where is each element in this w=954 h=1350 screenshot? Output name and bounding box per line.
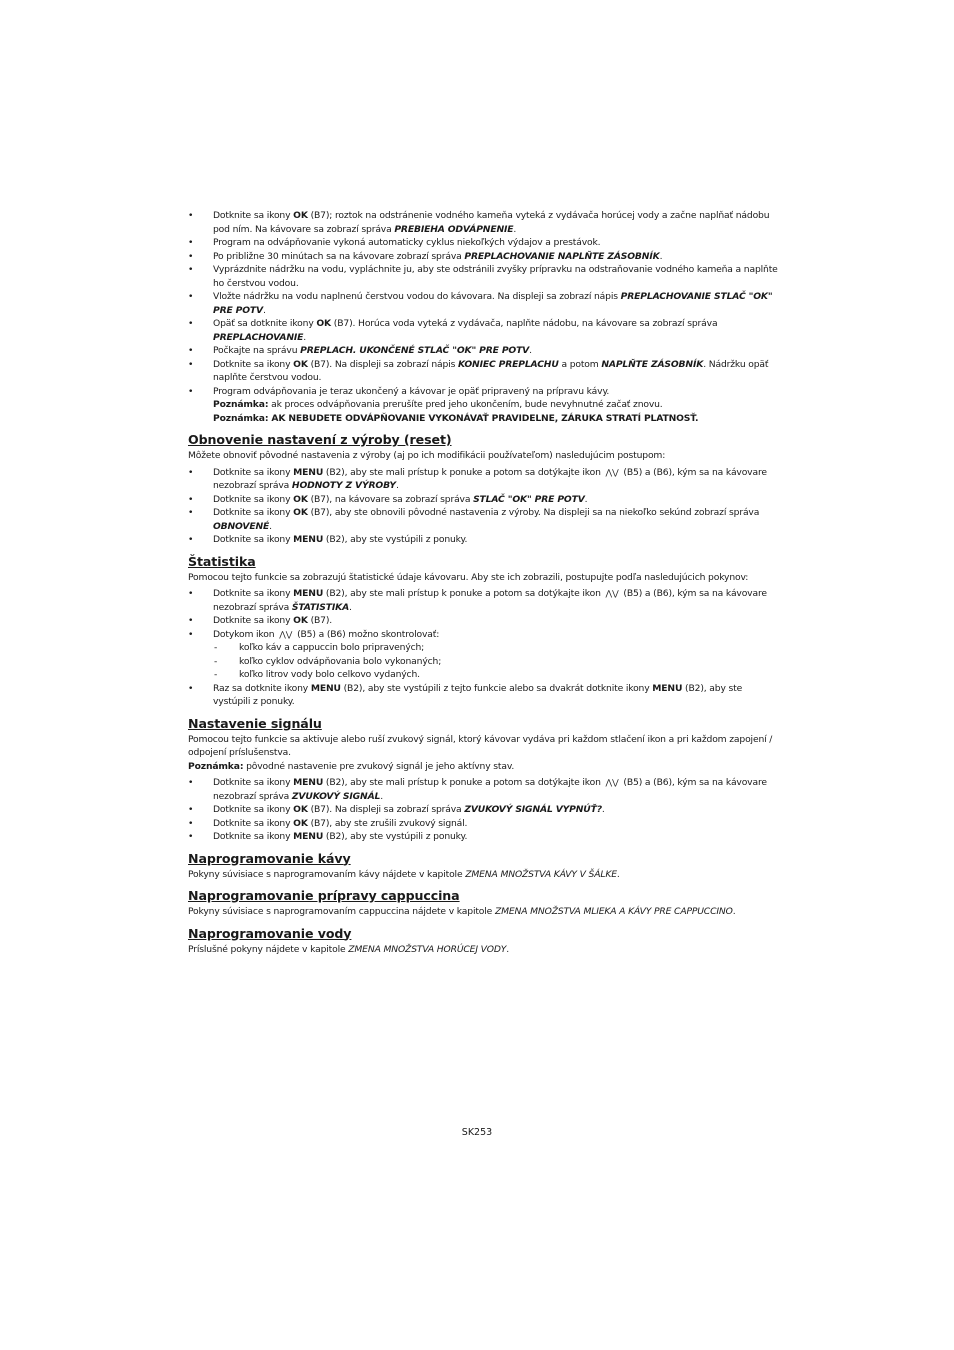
section-text: Príslušné pokyny nájdete v kapitole ZMENA MNOŽSTVA HORÚCEJ VODY. [188, 943, 510, 955]
note: Poznámka: ak proces odvápňovania prerušíte pred jeho ukončením, bude nevyhnutné začať znovu. [213, 399, 663, 410]
section-text: Pokyny súvisiace s naprogramovaním cappuccina nájdete v kapitole ZMENA MNOŽSTVA MLIEKA A KÁVY PRE CAPPUCCINO. [188, 906, 736, 917]
list-item: • Dotknite sa ikony MENU (B2), aby ste mali prístup k ponuke a potom sa dotýkajte ikon ⋀⋁ (B5) a (B6), kým sa na kávovare nezobrazí správa ZVUKOVÝ SIGNÁL. [188, 776, 782, 803]
section-text: Pokyny súvisiace s naprogramovaním kávy nájdete v kapitole ZMENA MNOŽSTVA KÁVY V ŠÁLKE. [188, 868, 620, 880]
section-title-coffee: Naprogramovanie kávy [188, 850, 351, 866]
section-title-water: Naprogramovanie vody [188, 925, 352, 941]
list-item: • Dotknite sa ikony MENU (B2), aby ste vystúpili z ponuky. [188, 533, 782, 547]
up-down-arrows-icon: ⋀⋁ [605, 467, 619, 477]
warning-note: Poznámka: AK NEBUDETE ODVÁPŇOVANIE VYKONÁVAŤ PRAVIDELNE, ZÁRUKA STRATÍ PLATNOSŤ. [213, 412, 699, 424]
section-title-stats: Štatistika [188, 553, 256, 569]
up-down-arrows-icon: ⋀⋁ [279, 629, 293, 639]
list-item: • Vložte nádržku na vodu naplnenú čerstvou vodou do kávovara. Na displeji sa zobrazí nápis PREPLACHOVANIE STLAČ "OK" PRE POTV. [188, 290, 782, 317]
list-item: • Dotknite sa ikony OK (B7). [188, 614, 782, 628]
section-intro: Pomocou tejto funkcie sa aktivuje alebo ruší zvukový signál, ktorý kávovar vydáva pri každom stlačení ikon a pri každom zapojení / odpojení príslušenstva. [188, 733, 773, 758]
list-item: • Vyprázdnite nádržku na vodu, vypláchnite ju, aby ste odstránili zvyšky prípravku na odstraňovanie vodného kameňa a naplňte ho čerstvou vodou. [188, 263, 782, 290]
list-item: • Dotknite sa ikony OK (B7), na kávovare sa zobrazí správa STLAČ "OK" PRE POTV. [188, 493, 782, 507]
up-down-arrows-icon: ⋀⋁ [605, 589, 619, 598]
note: Poznámka: pôvodné nastavenie pre zvukový signál je jeho aktívny stav. [188, 760, 515, 772]
list-item: • Dotknite sa ikony OK (B7), aby ste obnovili pôvodné nastavenia z výroby. Na displeji sa na niekoľko sekúnd zobrazí správa OBNOVENÉ. [188, 506, 782, 533]
list-item: • Dotknite sa ikony OK (B7). Na displeji sa zobrazí správa ZVUKOVÝ SIGNÁL VYPNÚŤ?. [188, 803, 782, 817]
list-item: • Opäť sa dotknite ikony OK (B7). Horúca voda vyteká z vydávača, naplňte nádobu, na kávovare sa zobrazí správa PREPLACHOVANIE. [188, 317, 782, 344]
sub-list-item: - koľko káv a cappuccin bolo pripravených; [188, 641, 782, 655]
list-item: • Dotknite sa ikony OK (B7), aby ste zrušili zvukový signál. [188, 817, 782, 831]
sub-list-item: - koľko cyklov odvápňovania bolo vykonaných; [188, 655, 782, 669]
list-item: • Dotknite sa ikony OK (B7); roztok na odstránenie vodného kameňa vyteká z vydávača horúcej vody a začne naplňať nádobu pod ním. Na kávovare sa zobrazí správa PREBIEHA ODVÁPNENIE. [188, 209, 782, 236]
list-item: • Program odvápňovania je teraz ukončený a kávovar je opäť pripravený na prípravu kávy. [188, 385, 782, 399]
list-item: • Dotknite sa ikony MENU (B2), aby ste mali prístup k ponuke a potom sa dotýkajte ikon ⋀⋁ (B5) a (B6), kým sa na kávovare nezobrazí správa ŠTATISTIKA. [188, 587, 782, 614]
list-item: • Program na odvápňovanie vykoná automaticky cyklus niekoľkých výdajov a prestávok. [188, 236, 782, 250]
manual-page [188, 209, 782, 956]
list-item: • Počkajte na správu PREPLACH. UKONČENÉ STLAČ "OK" PRE POTV. [188, 344, 782, 358]
section-title-reset: Obnovenie nastavení z výroby (reset) [188, 432, 452, 447]
list-item: • Dotknite sa ikony MENU (B2), aby ste mali prístup k ponuke a potom sa dotýkajte ikon ⋀⋁ (B5) a (B6), kým sa na kávovare nezobrazí správa HODNOTY Z VÝROBY. [188, 466, 782, 493]
list-item: • Po približne 30 minútach sa na kávovare zobrazí správa PREPLACHOVANIE NAPLŇTE ZÁSOBNÍK. [188, 250, 782, 264]
section-title-cappuccino: Naprogramovanie prípravy cappuccina [188, 888, 460, 903]
list-item: • Dotknite sa ikony MENU (B2), aby ste vystúpili z ponuky. [188, 830, 782, 844]
section-intro: Môžete obnoviť pôvodné nastavenia z výroby (aj po ich modifikácii používateľom) nasledujúcim postupom: [188, 450, 666, 461]
list-item: • Raz sa dotknite ikony MENU (B2), aby ste vystúpili z tejto funkcie alebo sa dvakrát dotknite ikony MENU (B2), aby ste vystúpili z ponuky. [188, 682, 782, 709]
list-item: • Dotykom ikon ⋀⋁ (B5) a (B6) možno skontrolovať: [188, 628, 782, 642]
section-title-signal: Nastavenie signálu [188, 715, 322, 731]
sub-list-item: - koľko litrov vody bolo celkovo vydaných. [188, 668, 782, 682]
page-number: SK253 [461, 1127, 493, 1138]
section-intro: Pomocou tejto funkcie sa zobrazujú štatistické údaje kávovaru. Aby ste ich zobrazili, postupujte podľa nasledujúcich pokynov: [188, 571, 749, 583]
up-down-arrows-icon: ⋀⋁ [605, 778, 619, 787]
list-item: • Dotknite sa ikony OK (B7). Na displeji sa zobrazí nápis KONIEC PREPLACHU a potom NAPLŇTE ZÁSOBNÍK. Nádržku opäť naplňte čerstvou vodou. [188, 358, 782, 385]
